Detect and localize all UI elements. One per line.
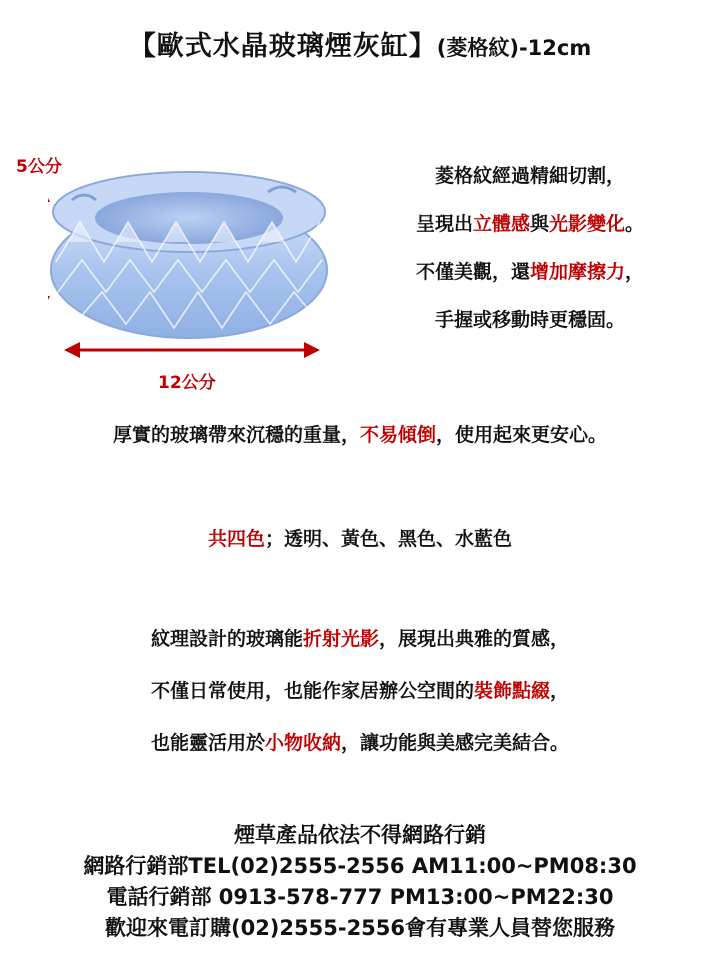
highlight-3d: 立體感: [472, 213, 530, 235]
text-segment: 也能靈活用於: [150, 732, 265, 754]
highlight-decor: 裝飾點綴: [473, 680, 550, 702]
title-sub: (菱格紋)-12cm: [436, 36, 592, 60]
text-segment: ，展現出典雅的質感，: [379, 628, 570, 650]
text-segment: ，: [625, 261, 645, 283]
highlight-storage: 小物收納: [264, 732, 341, 754]
width-label: 12公分: [158, 373, 216, 393]
colors-line: [0, 524, 720, 551]
height-arrow: [48, 186, 50, 312]
phone-sales-contact: 電話行銷部 0913-578-777 PM13:00~PM22:30: [106, 885, 614, 909]
text-segment: 呈現出: [415, 213, 473, 235]
text-segment: 厚實的玻璃帶來沉穩的重量，: [112, 424, 360, 446]
text-segment: 紋理設計的玻璃能: [150, 628, 303, 650]
width-arrow: [64, 342, 320, 358]
feature-line-4: [352, 304, 708, 352]
design-line-3: [0, 728, 720, 755]
online-sales-contact: 網路行銷部TEL(02)2555-2556 AM11:00~PM08:30: [83, 854, 637, 878]
weight-line: [0, 420, 720, 447]
ashtray-image: [48, 152, 340, 370]
title-main: 【歐式水晶玻璃煙灰缸】: [128, 31, 437, 62]
contact-footer: [0, 820, 720, 944]
text-segment: ，讓功能與美感完美結合。: [341, 732, 570, 754]
feature-line-2: [352, 208, 708, 256]
highlight-refract: 折射光影: [302, 628, 379, 650]
text-segment: 手握或移動時更穩固。: [434, 309, 625, 331]
highlight-light: 光影變化: [549, 213, 626, 235]
legal-notice: 煙草產品依法不得網路行銷: [234, 823, 486, 847]
text-segment: ，使用起來更安心。: [436, 424, 608, 446]
text-segment: 菱格紋經過精細切割，: [434, 165, 625, 187]
order-hotline: 歡迎來電訂購(02)2555-2556會有專業人員替您服務: [104, 916, 616, 940]
ashtray-body: [51, 172, 327, 338]
color-list: ；透明、黃色、黑色、水藍色: [265, 528, 513, 550]
feature-line-1: [352, 160, 708, 208]
text-segment: 不僅美觀，還: [415, 261, 530, 283]
text-segment: 。: [625, 213, 645, 235]
highlight-four-colors: 共四色: [207, 528, 265, 550]
feature-line-3: [352, 256, 708, 304]
feature-text: [352, 160, 708, 352]
height-label: 5公分: [16, 157, 62, 177]
highlight-friction: 增加摩擦力: [529, 261, 625, 283]
page-title: [0, 24, 720, 63]
highlight-stable: 不易傾倒: [359, 424, 436, 446]
text-segment: 不僅日常使用，也能作家居辦公空間的: [150, 680, 474, 702]
text-segment: ，: [550, 680, 570, 702]
design-line-1: [0, 624, 720, 651]
design-line-2: [0, 676, 720, 703]
text-segment: 與: [529, 213, 549, 235]
